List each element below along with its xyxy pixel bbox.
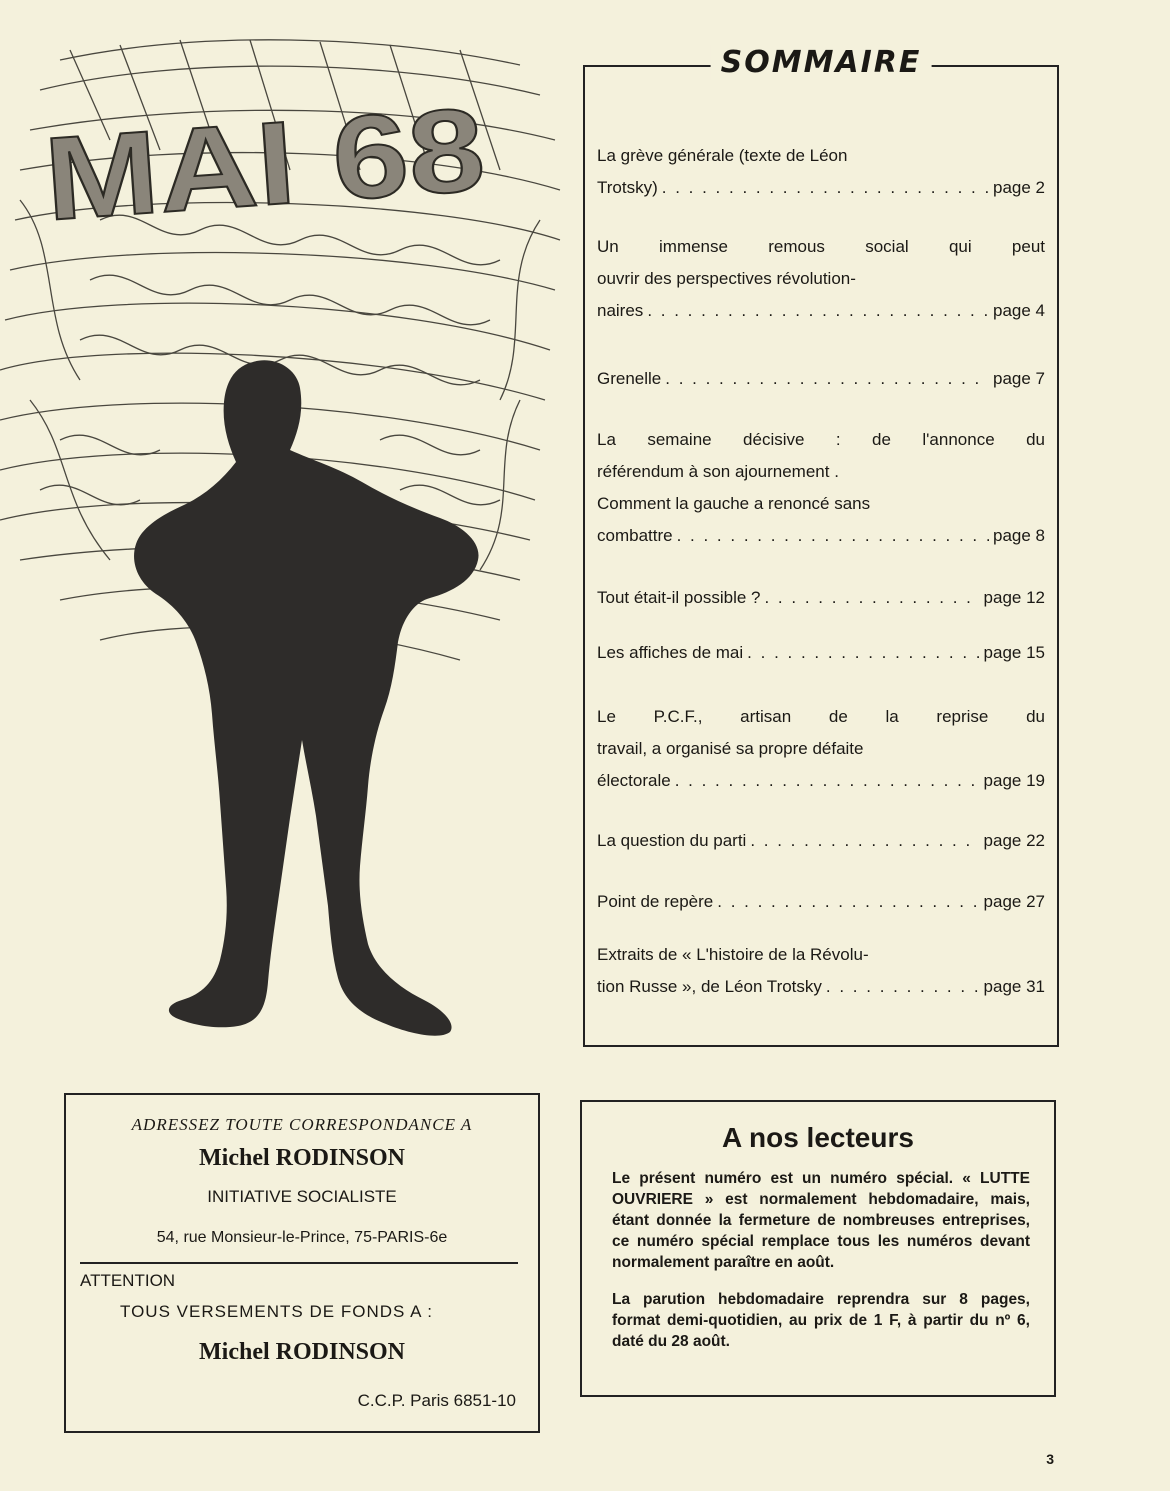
toc-entry-line: travail, a organisé sa propre défaite [597, 739, 864, 758]
readers-notice-box [580, 1100, 1056, 1397]
toc-entry-line: Le P.C.F., artisan de la reprise du [597, 707, 1045, 726]
silhouette-illustration [0, 20, 570, 1040]
leader-dots [764, 582, 979, 614]
toc-page-ref: page 22 [983, 831, 1045, 850]
toc-page-ref: page 7 [993, 369, 1045, 388]
correspondence-header: ADRESSEZ TOUTE CORRESPONDANCE A [131, 1115, 473, 1134]
toc-entry [597, 825, 1045, 857]
divider [80, 1262, 518, 1264]
toc-entry [597, 140, 1045, 204]
leader-dots [826, 971, 980, 1003]
toc-entry-line: Comment la gauche a renoncé sans [597, 494, 871, 513]
leader-dots [662, 172, 989, 204]
toc-page-ref: page 19 [983, 771, 1045, 790]
toc-entry [597, 231, 1045, 327]
toc-page-ref: page 31 [983, 977, 1045, 996]
toc-entry-title: Trotsky) [597, 178, 658, 197]
contact-address: 54, rue Monsieur-le-Prince, 75-PARIS-6e [156, 1229, 448, 1246]
readers-notice-paragraph: Le présent numéro est un numéro spécial. « LUTTE OUVRIERE » est normalement hebdomadaire, mais, étant donnée la fermeture de nombreuses entreprises, ce numéro spécial remplace tous les numéros devant normalement paraître en août. [612, 1170, 1030, 1271]
mai-68-lettering [41, 83, 489, 245]
toc-entry-title: naires [597, 301, 644, 320]
toc-entry-title: Tout était-il possible ? [597, 588, 761, 607]
leader-dots [747, 637, 979, 669]
toc-page-ref: page 4 [993, 301, 1045, 320]
toc-entry-title: Grenelle [597, 369, 662, 388]
toc-entry-title: Point de repère [597, 892, 714, 911]
toc-page-ref: page 12 [983, 588, 1045, 607]
leader-dots [665, 363, 989, 395]
toc-page-ref: page 27 [983, 892, 1045, 911]
toc-entry [597, 701, 1045, 797]
leader-dots [677, 520, 989, 552]
toc-entry-line: Extraits de « L'histoire de la Révolu- [597, 945, 869, 964]
ccp-account: C.C.P. Paris 6851-10 [357, 1391, 516, 1410]
leader-dots [750, 825, 979, 857]
toc-entry-title: Les affiches de mai [597, 643, 744, 662]
cover-illustration [0, 20, 570, 1040]
toc-entry-line: La semaine décisive : de l'annonce du [597, 430, 1045, 449]
toc-entry-line: référendum à son ajournement . [597, 462, 839, 481]
leader-dots [675, 765, 980, 797]
toc-entry [597, 424, 1045, 552]
toc-entry [597, 363, 1045, 395]
contact-organization: INITIATIVE SOCIALISTE [207, 1187, 397, 1206]
toc-entry [597, 582, 1045, 614]
man-silhouette [134, 360, 478, 1035]
sommaire-title: SOMMAIRE [711, 45, 932, 80]
toc-entry [597, 637, 1045, 669]
toc-entry-line: La grève générale (texte de Léon [597, 146, 848, 165]
toc-entry-line: Un immense remous social qui peut [597, 237, 1045, 256]
page-number: 3 [1046, 1451, 1054, 1467]
toc-entry [597, 886, 1045, 918]
toc-entry-line: ouvrir des perspectives révolution- [597, 269, 856, 288]
attention-label: ATTENTION [80, 1271, 176, 1290]
leader-dots [717, 886, 979, 918]
payee-name: Michel RODINSON [199, 1339, 405, 1365]
sommaire-box [583, 45, 1059, 1047]
toc-page-ref: page 8 [993, 526, 1045, 545]
correspondence-box [64, 1093, 540, 1433]
toc-entry-title: électorale [597, 771, 671, 790]
mai-68-title: MAI 68 [40, 87, 430, 246]
contact-name: Michel RODINSON [199, 1145, 405, 1171]
toc-entry-title: La question du parti [597, 831, 747, 850]
readers-notice-title: A nos lecteurs [722, 1122, 914, 1153]
versements-label: TOUS VERSEMENTS DE FONDS A : [120, 1302, 433, 1321]
leader-dots [647, 295, 989, 327]
toc-entry [597, 939, 1045, 1003]
toc-page-ref: page 2 [993, 178, 1045, 197]
toc-page-ref: page 15 [983, 643, 1045, 662]
toc-entry-title: combattre [597, 526, 673, 545]
toc-entry-title: tion Russe », de Léon Trotsky [597, 977, 822, 996]
readers-notice-paragraph: La parution hebdomadaire reprendra sur 8 pages, format demi-quotidien, au prix de 1 F, à partir du nº 6, daté du 28 août. [612, 1291, 1030, 1350]
